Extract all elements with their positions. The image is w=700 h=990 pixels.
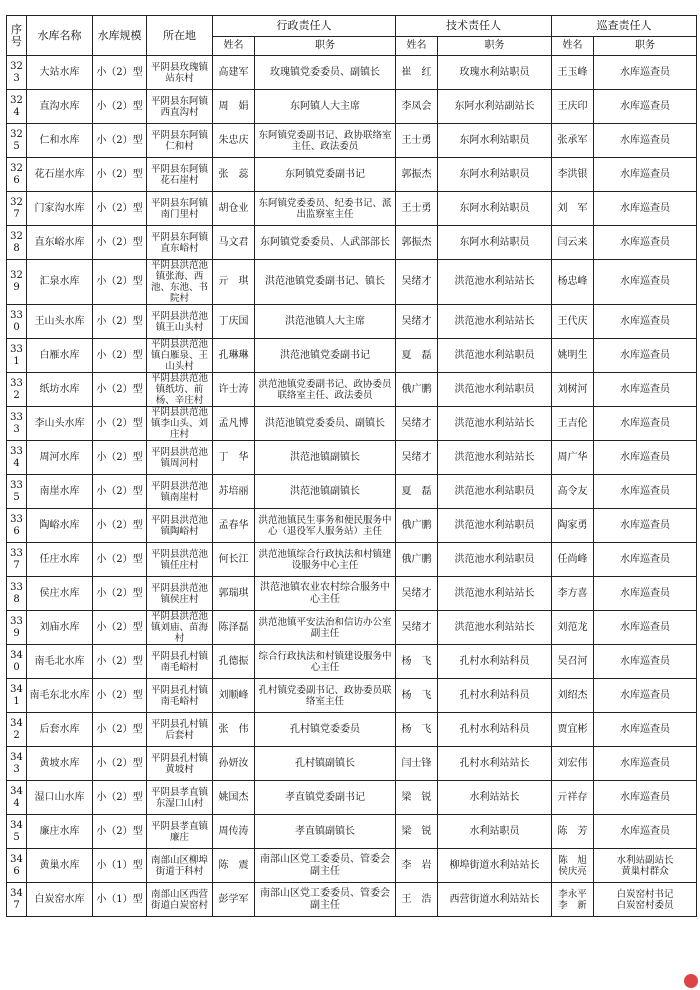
cell-scale: 小（2）型 <box>93 339 147 373</box>
cell-patrol-position: 水库巡查员 <box>594 407 697 441</box>
table-row <box>7 883 697 917</box>
table-row <box>7 441 697 475</box>
table-row <box>7 611 697 645</box>
cell-admin-name: 姚国杰 <box>213 781 255 815</box>
cell-admin-position: 洪范池镇党委副书记、政协委员联络室主任、政法委员 <box>255 373 396 407</box>
cell-admin-position: 洪范池镇平安法治和信访办公室副主任 <box>255 611 396 645</box>
cell-tech-position: 东阿水利站职员 <box>438 124 552 158</box>
cell-seq: 343 <box>7 747 27 781</box>
header-admin-name: 姓名 <box>213 37 255 56</box>
cell-admin-name: 郭瑞琪 <box>213 577 255 611</box>
cell-tech-name: 郭振杰 <box>396 226 438 260</box>
header-location: 所在地 <box>147 16 213 56</box>
header-tech-position: 职务 <box>438 37 552 56</box>
table-row <box>7 849 697 883</box>
cell-name: 纸坊水库 <box>27 373 93 407</box>
cell-tech-name: 吴绪才 <box>396 577 438 611</box>
header-admin-position: 职务 <box>255 37 396 56</box>
cell-admin-position: 东阿镇人大主席 <box>255 90 396 124</box>
cell-tech-position: 孔村水利站站长 <box>438 747 552 781</box>
cell-seq: 329 <box>7 260 27 305</box>
table-row <box>7 645 697 679</box>
cell-seq: 330 <box>7 305 27 339</box>
cell-name: 王山头水库 <box>27 305 93 339</box>
cell-tech-position: 水利站职员 <box>438 815 552 849</box>
header-name: 水库名称 <box>27 16 93 56</box>
cell-patrol-position: 水库巡查员 <box>594 192 697 226</box>
cell-seq: 323 <box>7 56 27 90</box>
cell-tech-position: 洪范池水利站站长 <box>438 611 552 645</box>
cell-patrol-position: 白炭窑村书记 白炭窑村委员 <box>594 883 697 917</box>
cell-name: 黄巢水库 <box>27 849 93 883</box>
cell-admin-name: 丁庆国 <box>213 305 255 339</box>
cell-tech-name: 李 岩 <box>396 849 438 883</box>
cell-tech-name: 俄广鹏 <box>396 543 438 577</box>
header-scale: 水库规模 <box>93 16 147 56</box>
cell-patrol-position: 水库巡查员 <box>594 611 697 645</box>
cell-patrol-name: 王代庆 <box>552 305 594 339</box>
cell-patrol-name: 刘宏伟 <box>552 747 594 781</box>
cell-scale: 小（1）型 <box>93 883 147 917</box>
cell-location: 平阴县洪范池镇任庄村 <box>147 543 213 577</box>
cell-tech-position: 玫瑰水利站职员 <box>438 56 552 90</box>
cell-patrol-position: 水库巡查员 <box>594 373 697 407</box>
cell-patrol-position: 水库巡查员 <box>594 260 697 305</box>
cell-name: 湿口山水库 <box>27 781 93 815</box>
cell-scale: 小（2）型 <box>93 158 147 192</box>
cell-seq: 333 <box>7 407 27 441</box>
cell-admin-position: 综合行政执法和村镇建设服务中心主任 <box>255 645 396 679</box>
cell-tech-position: 孔村水利站科员 <box>438 713 552 747</box>
cell-tech-name: 王士勇 <box>396 124 438 158</box>
cell-admin-position: 孝直镇副镇长 <box>255 815 396 849</box>
cell-patrol-name: 杨忠峰 <box>552 260 594 305</box>
cell-scale: 小（2）型 <box>93 56 147 90</box>
cell-tech-position: 洪范池水利站职员 <box>438 475 552 509</box>
cell-name: 黄坡水库 <box>27 747 93 781</box>
cell-tech-name: 李凤会 <box>396 90 438 124</box>
cell-tech-name: 夏 磊 <box>396 339 438 373</box>
cell-admin-position: 玫瑰镇党委委员、副镇长 <box>255 56 396 90</box>
cell-admin-name: 刘顺峰 <box>213 679 255 713</box>
cell-admin-position: 东阿镇党委副书记、政协联络室主任、政法委员 <box>255 124 396 158</box>
cell-patrol-position: 水库巡查员 <box>594 339 697 373</box>
cell-tech-position: 洪范池水利站站长 <box>438 577 552 611</box>
cell-tech-name: 梁 锐 <box>396 781 438 815</box>
cell-seq: 334 <box>7 441 27 475</box>
cell-tech-position: 水利站站长 <box>438 781 552 815</box>
cell-seq: 335 <box>7 475 27 509</box>
table-row <box>7 260 697 305</box>
cell-name: 白雁水库 <box>27 339 93 373</box>
cell-tech-position: 东阿水利站职员 <box>438 192 552 226</box>
cell-patrol-name: 李洪银 <box>552 158 594 192</box>
cell-seq: 339 <box>7 611 27 645</box>
reservoir-responsibility-table <box>6 15 697 917</box>
cell-admin-position: 南部山区党工委委员、管委会副主任 <box>255 849 396 883</box>
cell-patrol-position: 水库巡查员 <box>594 441 697 475</box>
cell-scale: 小（2）型 <box>93 815 147 849</box>
cell-admin-position: 洪范池镇农业农村综合服务中心主任 <box>255 577 396 611</box>
cell-name: 侯庄水库 <box>27 577 93 611</box>
cell-location: 平阴县洪范池镇南崖村 <box>147 475 213 509</box>
cell-patrol-name: 亓祥存 <box>552 781 594 815</box>
table-row <box>7 543 697 577</box>
cell-admin-name: 丁 华 <box>213 441 255 475</box>
cell-scale: 小（2）型 <box>93 747 147 781</box>
cell-location: 平阴县洪范池镇张海、西池、东池、书院村 <box>147 260 213 305</box>
cell-location: 平阴县东阿镇花石崖村 <box>147 158 213 192</box>
cell-scale: 小（2）型 <box>93 509 147 543</box>
cell-tech-name: 吴绪才 <box>396 611 438 645</box>
cell-tech-name: 吴绪才 <box>396 441 438 475</box>
header-patrol-name: 姓名 <box>552 37 594 56</box>
cell-tech-name: 杨 飞 <box>396 645 438 679</box>
header-tech: 技术责任人 <box>396 16 552 37</box>
cell-patrol-position: 水库巡查员 <box>594 747 697 781</box>
cell-admin-name: 亓 琪 <box>213 260 255 305</box>
cell-tech-name: 吴绪才 <box>396 305 438 339</box>
cell-admin-name: 许士涛 <box>213 373 255 407</box>
cell-admin-name: 高建军 <box>213 56 255 90</box>
cell-scale: 小（2）型 <box>93 781 147 815</box>
cell-name: 周河水库 <box>27 441 93 475</box>
cell-admin-position: 洪范池镇党委副书记 <box>255 339 396 373</box>
cell-name: 汇泉水库 <box>27 260 93 305</box>
cell-patrol-name: 刘绍杰 <box>552 679 594 713</box>
cell-patrol-position: 水库巡查员 <box>594 679 697 713</box>
table-row <box>7 713 697 747</box>
cell-location: 平阴县孔村镇南毛峪村 <box>147 645 213 679</box>
cell-patrol-position: 水库巡查员 <box>594 781 697 815</box>
cell-tech-name: 夏 磊 <box>396 475 438 509</box>
cell-tech-position: 孔村水利站科员 <box>438 679 552 713</box>
cell-admin-position: 洪范池镇民生事务和便民服务中心（退役军人服务站）主任 <box>255 509 396 543</box>
cell-tech-name: 郭振杰 <box>396 158 438 192</box>
cell-patrol-name: 王吉伦 <box>552 407 594 441</box>
cell-scale: 小（2）型 <box>93 611 147 645</box>
cell-tech-name: 崔 红 <box>396 56 438 90</box>
cell-location: 平阴县洪范池镇周河村 <box>147 441 213 475</box>
cell-name: 仁和水库 <box>27 124 93 158</box>
cell-tech-position: 洪范池水利站职员 <box>438 373 552 407</box>
table-row <box>7 781 697 815</box>
cell-patrol-position: 水库巡查员 <box>594 305 697 339</box>
table-row <box>7 407 697 441</box>
cell-seq: 324 <box>7 90 27 124</box>
cell-patrol-name: 李方喜 <box>552 577 594 611</box>
cell-patrol-name: 任尚峰 <box>552 543 594 577</box>
table-row <box>7 158 697 192</box>
cell-seq: 341 <box>7 679 27 713</box>
table-row <box>7 192 697 226</box>
corner-logo-icon <box>684 974 698 988</box>
cell-tech-name: 王士勇 <box>396 192 438 226</box>
cell-admin-name: 孔琳琳 <box>213 339 255 373</box>
cell-name: 后套水库 <box>27 713 93 747</box>
cell-seq: 340 <box>7 645 27 679</box>
table-row <box>7 305 697 339</box>
cell-seq: 337 <box>7 543 27 577</box>
cell-name: 门家沟水库 <box>27 192 93 226</box>
cell-admin-position: 洪范池镇党委副书记、镇长 <box>255 260 396 305</box>
cell-admin-name: 朱忠庆 <box>213 124 255 158</box>
cell-scale: 小（2）型 <box>93 192 147 226</box>
cell-tech-position: 洪范池水利站职员 <box>438 509 552 543</box>
cell-patrol-name: 刘范龙 <box>552 611 594 645</box>
cell-tech-position: 洪范池水利站职员 <box>438 339 552 373</box>
cell-location: 平阴县洪范池镇李山头、刘庄村 <box>147 407 213 441</box>
header-admin: 行政责任人 <box>213 16 396 37</box>
cell-location: 平阴县玫瑰镇站东村 <box>147 56 213 90</box>
cell-tech-name: 梁 锐 <box>396 815 438 849</box>
cell-location: 平阴县孔村镇后套村 <box>147 713 213 747</box>
cell-seq: 331 <box>7 339 27 373</box>
cell-scale: 小（2）型 <box>93 645 147 679</box>
cell-scale: 小（2）型 <box>93 577 147 611</box>
cell-name: 花石崖水库 <box>27 158 93 192</box>
cell-location: 平阴县洪范池镇侯庄村 <box>147 577 213 611</box>
cell-patrol-position: 水库巡查员 <box>594 124 697 158</box>
cell-name: 陶峪水库 <box>27 509 93 543</box>
cell-name: 南崖水库 <box>27 475 93 509</box>
cell-location: 平阴县孝直镇东湿口山村 <box>147 781 213 815</box>
table-row <box>7 90 697 124</box>
cell-tech-position: 洪范池水利站站长 <box>438 441 552 475</box>
cell-admin-position: 南部山区党工委委员、管委会副主任 <box>255 883 396 917</box>
cell-location: 平阴县孔村镇黄坡村 <box>147 747 213 781</box>
cell-admin-position: 洪范池镇副镇长 <box>255 441 396 475</box>
cell-location: 平阴县洪范池镇白雁泉、王山头村 <box>147 339 213 373</box>
cell-name: 直东峪水库 <box>27 226 93 260</box>
cell-tech-position: 洪范池水利站站长 <box>438 407 552 441</box>
cell-patrol-name: 王庆印 <box>552 90 594 124</box>
cell-name: 直沟水库 <box>27 90 93 124</box>
cell-name: 大站水库 <box>27 56 93 90</box>
cell-admin-name: 孙妍汝 <box>213 747 255 781</box>
cell-location: 平阴县洪范池镇王山头村 <box>147 305 213 339</box>
cell-patrol-position: 水库巡查员 <box>594 56 697 90</box>
cell-patrol-name: 张承军 <box>552 124 594 158</box>
cell-tech-position: 洪范池水利站站长 <box>438 305 552 339</box>
cell-name: 白炭窑水库 <box>27 883 93 917</box>
cell-seq: 344 <box>7 781 27 815</box>
cell-scale: 小（2）型 <box>93 305 147 339</box>
cell-seq: 336 <box>7 509 27 543</box>
cell-patrol-name: 贾宜彬 <box>552 713 594 747</box>
cell-location: 南部山区柳埠街道于科村 <box>147 849 213 883</box>
cell-tech-name: 杨 飞 <box>396 713 438 747</box>
cell-admin-name: 张 伟 <box>213 713 255 747</box>
cell-admin-position: 东阿镇党委副书记 <box>255 158 396 192</box>
cell-seq: 328 <box>7 226 27 260</box>
cell-tech-name: 俄广鹏 <box>396 509 438 543</box>
table-row <box>7 339 697 373</box>
cell-tech-position: 孔村水利站科员 <box>438 645 552 679</box>
cell-scale: 小（2）型 <box>93 226 147 260</box>
cell-name: 廉庄水库 <box>27 815 93 849</box>
cell-seq: 327 <box>7 192 27 226</box>
cell-tech-position: 西营街道水利站站长 <box>438 883 552 917</box>
cell-tech-name: 杨 飞 <box>396 679 438 713</box>
cell-location: 南部山区西营街道白炭窑村 <box>147 883 213 917</box>
cell-name: 任庄水库 <box>27 543 93 577</box>
cell-seq: 347 <box>7 883 27 917</box>
cell-patrol-position: 水库巡查员 <box>594 158 697 192</box>
cell-admin-name: 彭学军 <box>213 883 255 917</box>
cell-admin-name: 孔德振 <box>213 645 255 679</box>
cell-location: 平阴县孝直镇廉庄 <box>147 815 213 849</box>
cell-scale: 小（2）型 <box>93 124 147 158</box>
cell-tech-position: 东阿水利站职员 <box>438 226 552 260</box>
cell-location: 平阴县东阿镇仁和村 <box>147 124 213 158</box>
cell-scale: 小（2）型 <box>93 373 147 407</box>
cell-tech-position: 东阿水利站副站长 <box>438 90 552 124</box>
cell-tech-name: 王 浩 <box>396 883 438 917</box>
cell-admin-position: 孔村镇党委委员 <box>255 713 396 747</box>
cell-patrol-position: 水库巡查员 <box>594 713 697 747</box>
table-row <box>7 475 697 509</box>
cell-patrol-position: 水库巡查员 <box>594 543 697 577</box>
header-tech-name: 姓名 <box>396 37 438 56</box>
cell-location: 平阴县东阿镇南门里村 <box>147 192 213 226</box>
cell-admin-position: 孔村镇副镇长 <box>255 747 396 781</box>
cell-patrol-name: 王玉峰 <box>552 56 594 90</box>
table-row <box>7 56 697 90</box>
cell-admin-name: 周传涛 <box>213 815 255 849</box>
cell-admin-position: 洪范池镇党委委员、副镇长 <box>255 407 396 441</box>
cell-patrol-position: 水库巡查员 <box>594 90 697 124</box>
table-row <box>7 815 697 849</box>
cell-patrol-name: 高令友 <box>552 475 594 509</box>
cell-name: 南毛东北水库 <box>27 679 93 713</box>
cell-location: 平阴县洪范池镇陶峪村 <box>147 509 213 543</box>
cell-name: 刘庙水库 <box>27 611 93 645</box>
cell-name: 李山头水库 <box>27 407 93 441</box>
header-patrol-position: 职务 <box>594 37 697 56</box>
cell-patrol-name: 吴召河 <box>552 645 594 679</box>
table-row <box>7 509 697 543</box>
cell-location: 平阴县洪范池镇纸坊、前杨、辛庄村 <box>147 373 213 407</box>
cell-admin-name: 张 蕊 <box>213 158 255 192</box>
cell-tech-name: 吴绪才 <box>396 260 438 305</box>
cell-scale: 小（2）型 <box>93 713 147 747</box>
cell-admin-position: 东阿镇党委委员、人武部部长 <box>255 226 396 260</box>
cell-seq: 332 <box>7 373 27 407</box>
cell-tech-position: 洪范池水利站站长 <box>438 260 552 305</box>
cell-admin-position: 东阿镇党委委员、纪委书记、派出监察室主任 <box>255 192 396 226</box>
cell-location: 平阴县洪范池镇刘庙、苗海村 <box>147 611 213 645</box>
cell-patrol-name: 周广华 <box>552 441 594 475</box>
cell-patrol-name: 陈 芳 <box>552 815 594 849</box>
table-row <box>7 747 697 781</box>
cell-tech-position: 洪范池水利站职员 <box>438 543 552 577</box>
cell-scale: 小（2）型 <box>93 90 147 124</box>
table-row <box>7 577 697 611</box>
cell-seq: 346 <box>7 849 27 883</box>
cell-seq: 325 <box>7 124 27 158</box>
cell-scale: 小（2）型 <box>93 543 147 577</box>
cell-admin-name: 孟春华 <box>213 509 255 543</box>
cell-name: 南毛北水库 <box>27 645 93 679</box>
cell-patrol-position: 水库巡查员 <box>594 509 697 543</box>
cell-tech-name: 闫士锋 <box>396 747 438 781</box>
cell-patrol-name: 刘 军 <box>552 192 594 226</box>
cell-admin-name: 马文君 <box>213 226 255 260</box>
cell-patrol-name: 陈 旭 侯庆亮 <box>552 849 594 883</box>
table-row <box>7 679 697 713</box>
cell-admin-position: 洪范池镇综合行政执法和村镇建设服务中心主任 <box>255 543 396 577</box>
cell-tech-name: 吴绪才 <box>396 407 438 441</box>
cell-admin-name: 苏培丽 <box>213 475 255 509</box>
cell-patrol-position: 水利站副站长 黄巢村群众 <box>594 849 697 883</box>
cell-admin-name: 陈泽磊 <box>213 611 255 645</box>
cell-patrol-name: 陶家勇 <box>552 509 594 543</box>
cell-seq: 345 <box>7 815 27 849</box>
cell-seq: 338 <box>7 577 27 611</box>
cell-scale: 小（2）型 <box>93 407 147 441</box>
cell-scale: 小（2）型 <box>93 475 147 509</box>
header-patrol: 巡查责任人 <box>552 16 697 37</box>
cell-tech-name: 俄广鹏 <box>396 373 438 407</box>
cell-scale: 小（2）型 <box>93 679 147 713</box>
cell-admin-position: 洪范池镇副镇长 <box>255 475 396 509</box>
cell-admin-name: 孟凡博 <box>213 407 255 441</box>
cell-tech-position: 东阿水利站职员 <box>438 158 552 192</box>
cell-admin-name: 何长江 <box>213 543 255 577</box>
cell-patrol-name: 闫云来 <box>552 226 594 260</box>
table-body <box>7 56 697 917</box>
cell-admin-name: 胡仓业 <box>213 192 255 226</box>
cell-patrol-name: 姚明生 <box>552 339 594 373</box>
cell-patrol-position: 水库巡查员 <box>594 577 697 611</box>
cell-admin-position: 洪范池镇人大主席 <box>255 305 396 339</box>
table-row <box>7 373 697 407</box>
cell-patrol-position: 水库巡查员 <box>594 645 697 679</box>
cell-admin-name: 陈 震 <box>213 849 255 883</box>
cell-seq: 326 <box>7 158 27 192</box>
cell-tech-position: 柳埠街道水利站站长 <box>438 849 552 883</box>
header-seq: 序号 <box>7 16 27 56</box>
cell-admin-position: 孝直镇党委副书记 <box>255 781 396 815</box>
table-row <box>7 226 697 260</box>
cell-patrol-position: 水库巡查员 <box>594 815 697 849</box>
cell-scale: 小（1）型 <box>93 849 147 883</box>
cell-seq: 342 <box>7 713 27 747</box>
cell-patrol-position: 水库巡查员 <box>594 226 697 260</box>
table-row <box>7 124 697 158</box>
cell-scale: 小（2）型 <box>93 441 147 475</box>
cell-patrol-position: 水库巡查员 <box>594 475 697 509</box>
cell-patrol-name: 刘树河 <box>552 373 594 407</box>
cell-location: 平阴县东阿镇西直沟村 <box>147 90 213 124</box>
cell-admin-name: 周 娟 <box>213 90 255 124</box>
cell-patrol-name: 李永平 李 新 <box>552 883 594 917</box>
cell-location: 平阴县孔村镇南毛峪村 <box>147 679 213 713</box>
cell-location: 平阴县东阿镇直东峪村 <box>147 226 213 260</box>
cell-admin-position: 孔村镇党委副书记、政协委员联络室主任 <box>255 679 396 713</box>
cell-scale: 小（2）型 <box>93 260 147 305</box>
